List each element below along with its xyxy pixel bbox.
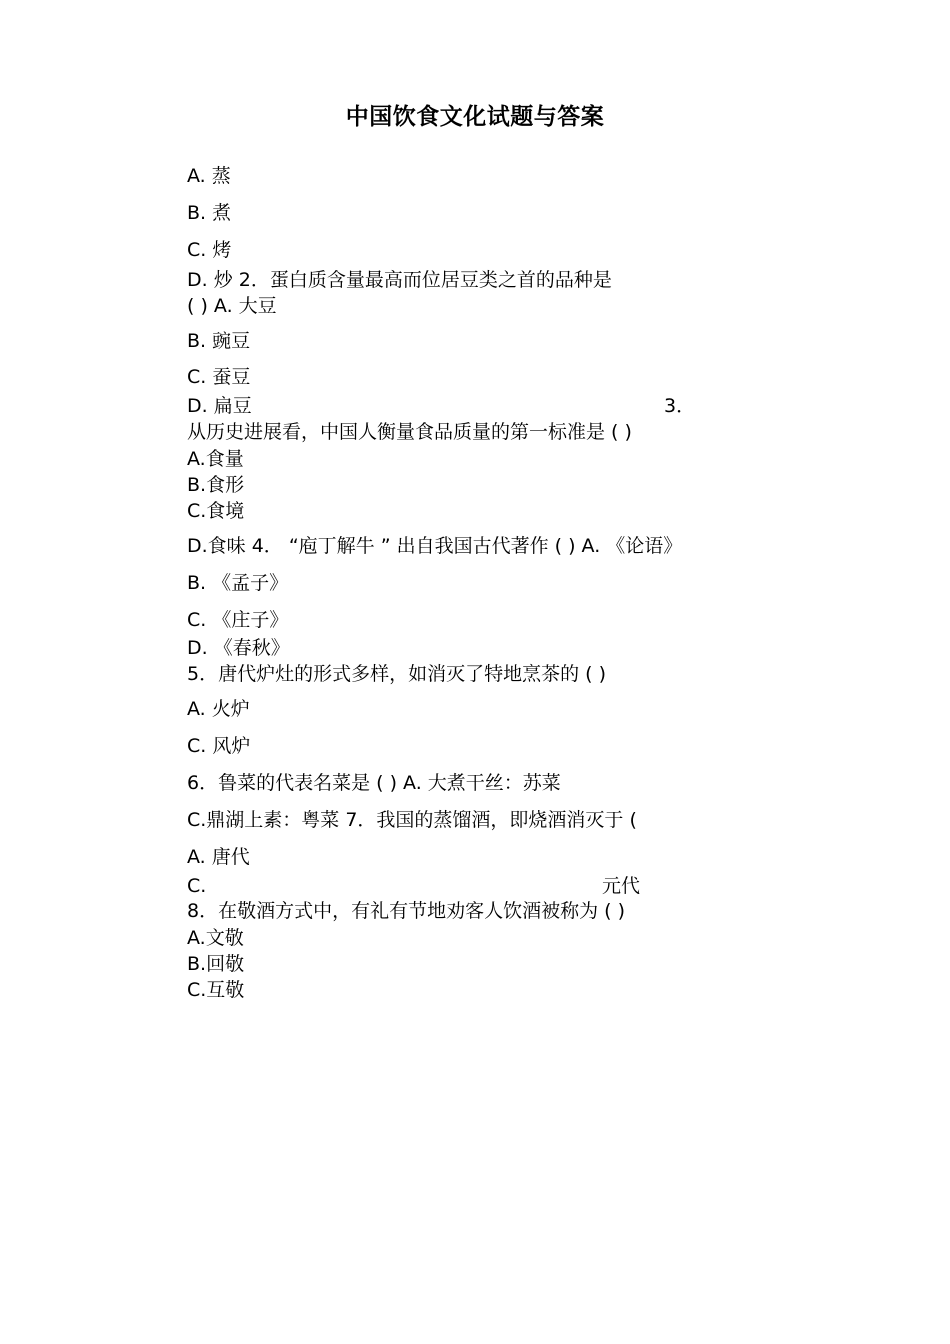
option-d-question-2: D. 炒 2．蛋白质含量最高而位居豆类之首的品种是 <box>187 269 612 291</box>
option-c-mutual-toast: C.互敬 <box>187 979 245 1001</box>
question-6-text: 6．鲁菜的代表名菜是 ( ) A. 大煮干丝：苏菜 <box>187 772 561 794</box>
option-b-boil: B. 煮 <box>187 202 232 224</box>
option-d-spring-autumn: D. 《春秋》 <box>187 637 290 659</box>
option-b-return-toast: B.回敬 <box>187 953 245 975</box>
option-b-mencius: B. 《孟子》 <box>187 572 289 594</box>
option-b-shape: B.食形 <box>187 474 245 496</box>
option-a-tang: A. 唐代 <box>187 846 250 868</box>
option-c-setting: C.食境 <box>187 500 245 522</box>
page-title: 中国饮食文化试题与答案 <box>345 104 605 130</box>
option-c-wind-stove: C. 风炉 <box>187 735 251 757</box>
option-a-fire-stove: A. 火炉 <box>187 698 250 720</box>
question-3-number: 3． <box>664 395 696 417</box>
question-8-text: 8．在敬酒方式中，有礼有节地劝客人饮酒被称为 ( ) <box>187 900 625 922</box>
option-c-label: C. <box>187 875 207 897</box>
option-c-broad-bean: C. 蚕豆 <box>187 366 251 388</box>
option-b-pea: B. 豌豆 <box>187 330 251 352</box>
option-c-roast: C. 烤 <box>187 239 232 261</box>
option-d-lentil: D. 扁豆 <box>187 395 252 417</box>
option-a-steam: A. 蒸 <box>187 165 231 187</box>
option-d-question-4: D.食味 4． “庖丁解牛 ” 出自我国古代著作 ( ) A. 《论语》 <box>187 535 683 557</box>
option-a-civil-toast: A.文敬 <box>187 927 244 949</box>
question-5-text: 5．唐代炉灶的形式多样，如消灭了特地烹茶的 ( ) <box>187 663 606 685</box>
option-a-quantity: A.食量 <box>187 448 244 470</box>
question-2-option-a: ( ) A. 大豆 <box>187 295 277 317</box>
question-3-text: 从历史进展看，中国人衡量食品质量的第一标准是 ( ) <box>187 421 632 443</box>
option-c-question-7: C.鼎湖上素：粤菜 7．我国的蒸馏酒，即烧酒消灭于 ( <box>187 809 637 831</box>
option-c-zhuangzi: C. 《庄子》 <box>187 609 289 631</box>
option-c-yuan: 元代 <box>602 875 641 897</box>
